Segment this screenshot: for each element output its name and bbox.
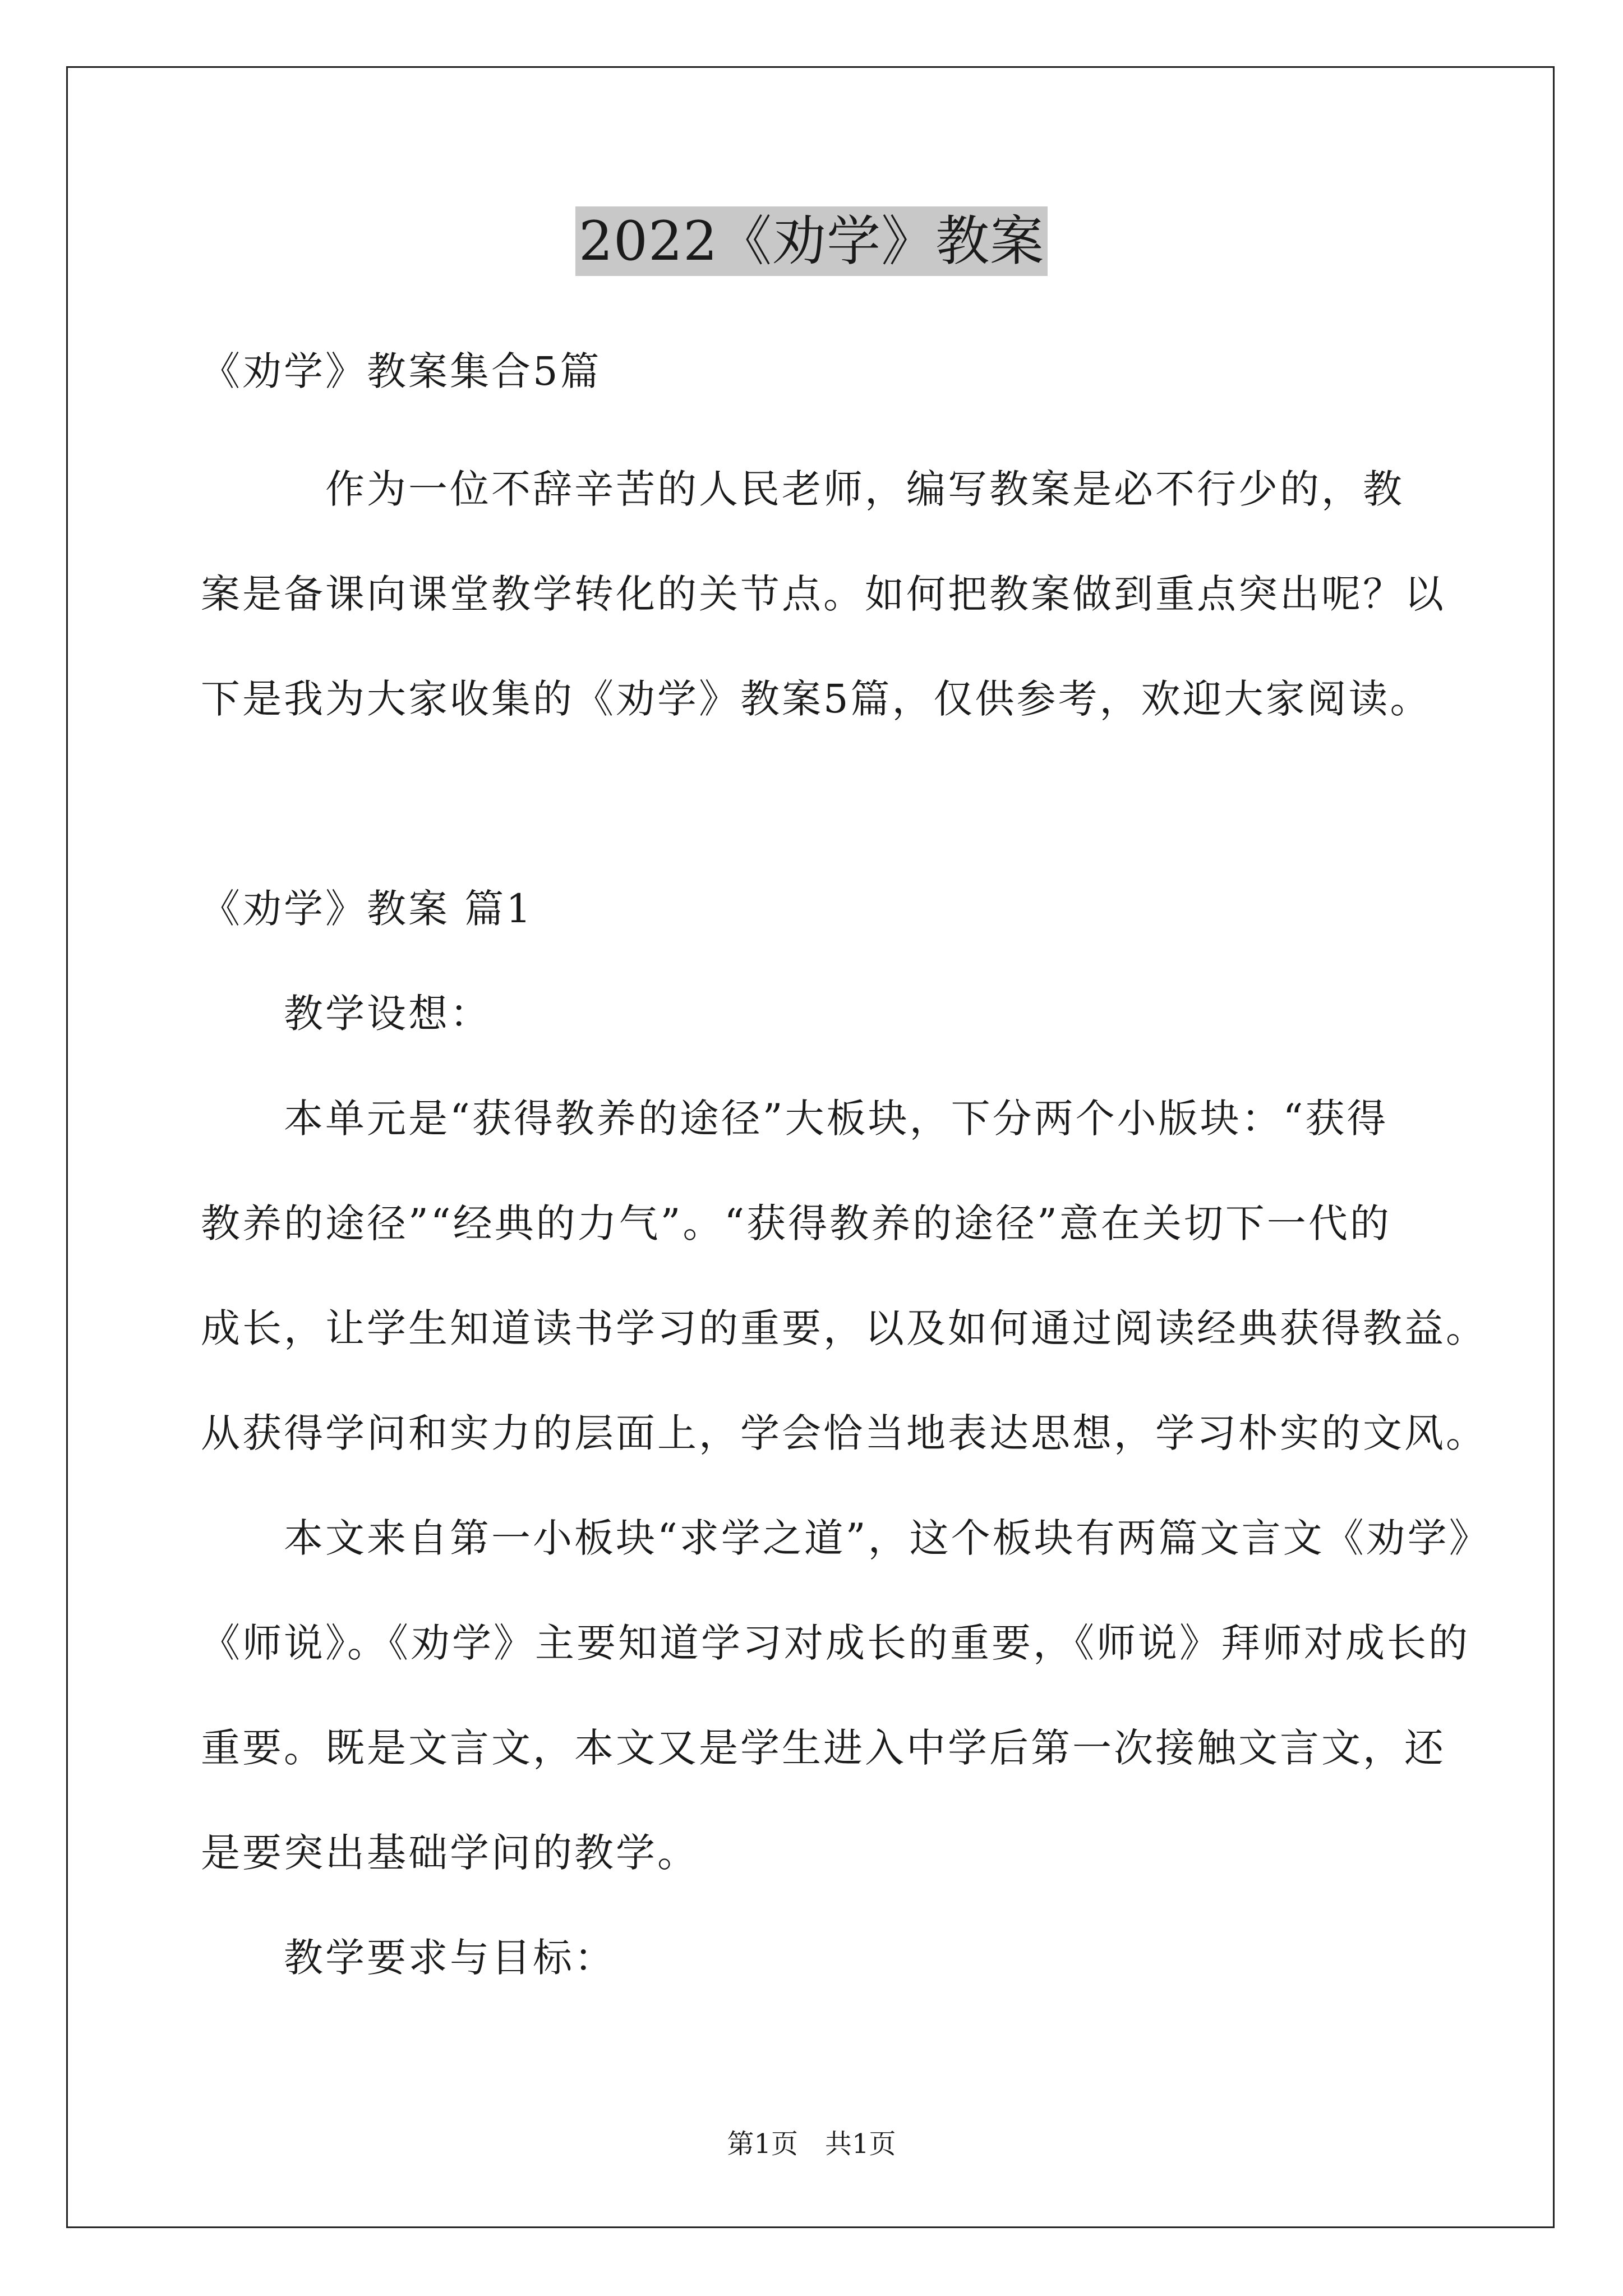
text-line: 教学要求与目标： <box>201 1935 616 1981</box>
document-title: 2022《劝学》教案 <box>575 206 1048 276</box>
section-heading: 《劝学》教案 篇1 <box>201 886 533 932</box>
text-line: 案是备课向课堂教学转化的关节点。如何把教案做到重点突出呢？以 <box>201 571 1446 617</box>
text-line: 本文来自第一小板块“求学之道”，这个板块有两篇文言文《劝学》 <box>201 1515 1491 1561</box>
text-line: 成长，让学生知道读书学习的重要，以及如何通过阅读经典获得教益。 <box>201 1305 1487 1351</box>
text-line: 作为一位不辞辛苦的人民老师，编写教案是必不行少的，教 <box>201 466 1404 512</box>
text-line: 《师说》。《劝学》主要知道学习对成长的重要，《师说》拜师对成长的 <box>201 1620 1470 1666</box>
text-line: 从获得学问和实力的层面上，学会恰当地表达思想，学习朴实的文风。 <box>201 1410 1487 1456</box>
title-wrap <box>0 206 1623 276</box>
text-line: 下是我为大家收集的《劝学》教案5篇，仅供参考，欢迎大家阅读。 <box>201 676 1432 722</box>
page-footer: 第1页 共1页 <box>727 2128 896 2160</box>
text-line: 是要突出基础学问的教学。 <box>201 1830 699 1876</box>
text-line: 教养的途径”“经典的力气”。“获得教养的途径”意在关切下一代的 <box>201 1200 1391 1246</box>
text-line: 《劝学》教案集合5篇 <box>201 348 602 394</box>
text-line: 教学设想： <box>201 991 491 1037</box>
text-line: 重要。既是文言文，本文又是学生进入中学后第一次接触文言文，还 <box>201 1725 1446 1771</box>
text-line: 本单元是“获得教养的途径”大板块，下分两个小版块：“获得 <box>201 1096 1389 1142</box>
